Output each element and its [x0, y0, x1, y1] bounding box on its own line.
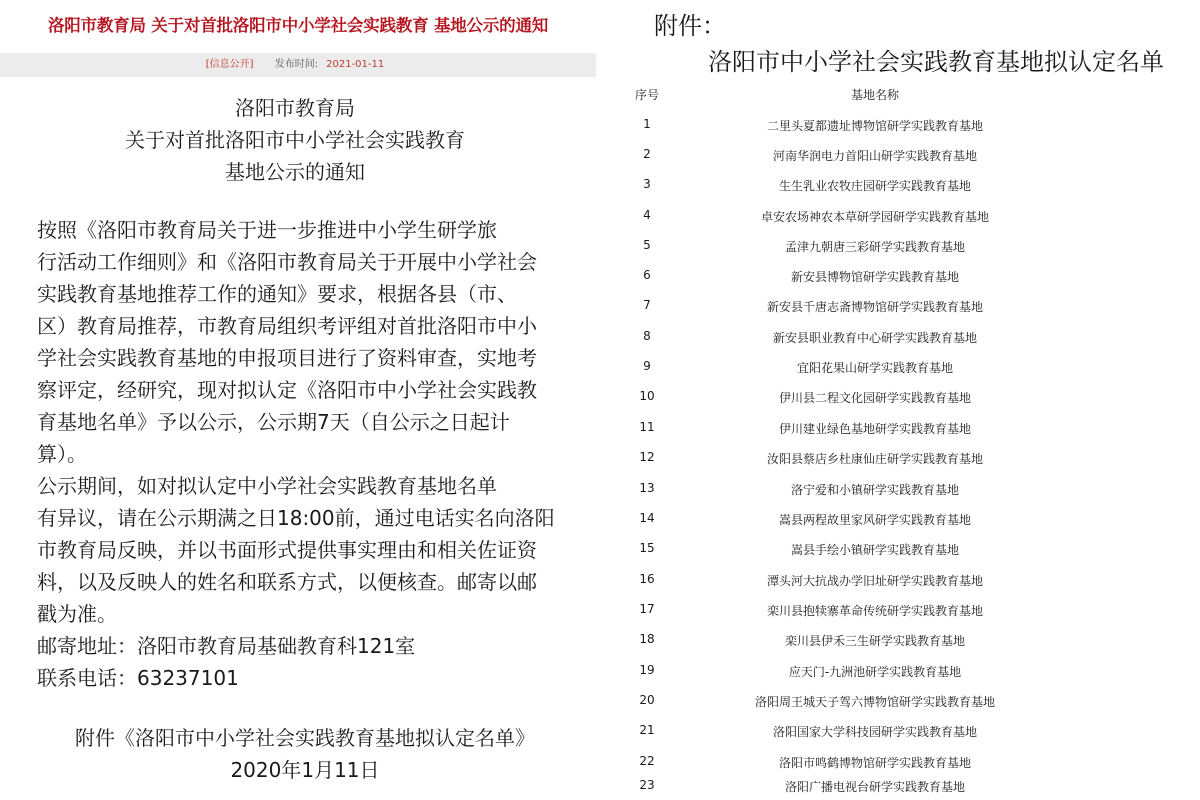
table-row — [610, 572, 1200, 602]
base-name: 新安县博物馆研学实践教育基地 — [790, 270, 959, 284]
body-line: 行活动工作细则》和《洛阳市教育局关于开展中小学社会 — [37, 250, 537, 274]
attachment-title: 洛阳市中小学社会实践教育基地拟认定名单 — [708, 48, 1164, 76]
table-row — [610, 450, 1200, 480]
base-name: 伊川建业绿色基地研学实践教育基地 — [778, 422, 971, 436]
row-number: 18 — [639, 632, 655, 646]
attachment-label: 附件： — [654, 12, 726, 40]
base-name: 栾川县抱犊寨革命传统研学实践教育基地 — [766, 604, 983, 618]
base-name: 生生乳业农牧庄园研学实践教育基地 — [778, 179, 971, 193]
row-number: 16 — [639, 572, 655, 586]
body-line: 察评定，经研究，现对拟认定《洛阳市中小学社会实践教 — [37, 378, 537, 402]
base-name: 洛宁爱和小镇研学实践教育基地 — [790, 483, 959, 497]
postal-address-line: 邮寄地址：洛阳市教育局基础教育科121室 — [37, 634, 416, 658]
base-name: 二里头夏都遗址博物馆研学实践教育基地 — [766, 119, 983, 133]
base-name: 宜阳花果山研学实践教育基地 — [796, 361, 953, 375]
body-line: 实践教育基地推荐工作的通知》要求，根据各县（市、 — [37, 282, 517, 306]
body-line: 区）教育局推荐，市教育局组织考评组对首批洛阳市中小 — [37, 314, 537, 338]
table-row — [610, 511, 1200, 541]
table-row — [610, 693, 1200, 723]
table-row — [610, 541, 1200, 571]
row-number: 14 — [639, 511, 655, 525]
base-name: 嵩县两程故里家风研学实践教育基地 — [778, 513, 971, 527]
publish-date: 2021-01-11 — [326, 59, 385, 70]
table-row — [610, 117, 1200, 147]
base-name: 潭头河大抗战办学旧址研学实践教育基地 — [766, 574, 983, 588]
table-row — [610, 177, 1200, 207]
row-number: 22 — [639, 754, 655, 768]
base-name: 洛阳广播电视台研学实践教育基地 — [784, 780, 965, 794]
table-row — [610, 420, 1200, 450]
row-number: 6 — [643, 268, 651, 282]
body-line: 按照《洛阳市教育局关于进一步推进中小学生研学旅 — [37, 218, 497, 242]
base-name: 伊川县二程文化园研学实践教育基地 — [778, 391, 971, 405]
body-line: 公示期间，如对拟认定中小学社会实践教育基地名单 — [37, 474, 497, 498]
column-header-number: 序号 — [634, 88, 659, 102]
row-number: 9 — [643, 359, 651, 373]
body-line: 育基地名单》予以公示，公示期7天（自公示之日起计 — [37, 410, 510, 434]
body-line: 市教育局反映，并以书面形式提供事实理由和相关佐证资 — [37, 538, 537, 562]
row-number: 10 — [639, 389, 655, 403]
notice-panel — [0, 0, 596, 800]
row-number: 8 — [643, 329, 651, 343]
base-name: 洛阳周王城天子驾六博物馆研学实践教育基地 — [754, 695, 995, 709]
row-number: 4 — [643, 208, 651, 222]
table-row — [610, 663, 1200, 693]
base-name: 河南华润电力首阳山研学实践教育基地 — [772, 149, 977, 163]
row-number: 2 — [643, 147, 651, 161]
base-name: 洛阳国家大学科技园研学实践教育基地 — [772, 725, 977, 739]
doc-heading-line: 关于对首批洛阳市中小学社会实践教育 — [125, 128, 465, 152]
body-line: 戳为准。 — [37, 602, 117, 626]
base-name: 栾川县伊禾三生研学实践教育基地 — [784, 634, 965, 648]
row-number: 7 — [643, 298, 651, 312]
table-row — [610, 298, 1200, 328]
table-row — [610, 778, 1200, 800]
base-name: 嵩县手绘小镇研学实践教育基地 — [790, 543, 959, 557]
row-number: 13 — [639, 481, 655, 495]
table-row — [610, 208, 1200, 238]
row-number: 15 — [639, 541, 655, 555]
attachment-reference[interactable]: 附件《洛阳市中小学社会实践教育基地拟认定名单》 — [75, 726, 535, 750]
body-line: 算）。 — [37, 442, 87, 466]
notice-meta-bar — [0, 53, 596, 77]
row-number: 12 — [639, 450, 655, 464]
publish-label: 发布时间: — [274, 59, 319, 70]
base-name: 新安县千唐志斋博物馆研学实践教育基地 — [766, 300, 983, 314]
attachment-panel — [610, 0, 1200, 800]
body-line: 料，以及反映人的姓名和联系方式，以便核查。邮寄以邮 — [37, 570, 537, 594]
table-row — [610, 147, 1200, 177]
body-line: 学社会实践教育基地的申报项目进行了资料审查，实地考 — [37, 346, 537, 370]
notice-title: 洛阳市教育局 关于对首批洛阳市中小学社会实践教育 基地公示的通知 — [47, 16, 549, 35]
base-name: 洛阳市鸣鹤博物馆研学实践教育基地 — [778, 756, 971, 770]
row-number: 11 — [639, 420, 655, 434]
body-line: 有异议，请在公示期满之日18:00前，通过电话实名向洛阳 — [37, 506, 555, 530]
table-row — [610, 238, 1200, 268]
row-number: 17 — [639, 602, 655, 616]
row-number: 5 — [643, 238, 651, 252]
table-row — [610, 359, 1200, 389]
table-row — [610, 389, 1200, 419]
row-number: 21 — [639, 723, 655, 737]
row-number: 19 — [639, 663, 655, 677]
row-number: 1 — [643, 117, 651, 131]
column-header-name: 基地名称 — [850, 88, 899, 102]
doc-heading-line: 洛阳市教育局 — [235, 96, 355, 120]
publish-info — [269, 59, 391, 70]
row-number: 3 — [643, 177, 651, 191]
table-row — [610, 481, 1200, 511]
row-number: 23 — [639, 778, 655, 792]
base-name: 应天门-九洲池研学实践教育基地 — [788, 665, 962, 679]
table-row — [610, 723, 1200, 753]
document-date: 2020年1月11日 — [230, 758, 380, 782]
row-number: 20 — [639, 693, 655, 707]
base-name: 汝阳县蔡店乡杜康仙庄研学实践教育基地 — [766, 452, 983, 466]
category-tag[interactable]: [信息公开] — [205, 59, 254, 70]
table-row — [610, 602, 1200, 632]
table-row — [610, 268, 1200, 298]
base-name: 新安县职业教育中心研学实践教育基地 — [772, 331, 977, 345]
doc-heading-line: 基地公示的通知 — [225, 160, 365, 184]
table-row — [610, 632, 1200, 662]
base-name: 孟津九朝唐三彩研学实践教育基地 — [784, 240, 965, 254]
table-row — [610, 329, 1200, 359]
base-name: 卓安农场神农本草研学园研学实践教育基地 — [760, 210, 989, 224]
phone-line: 联系电话：63237101 — [37, 666, 239, 690]
